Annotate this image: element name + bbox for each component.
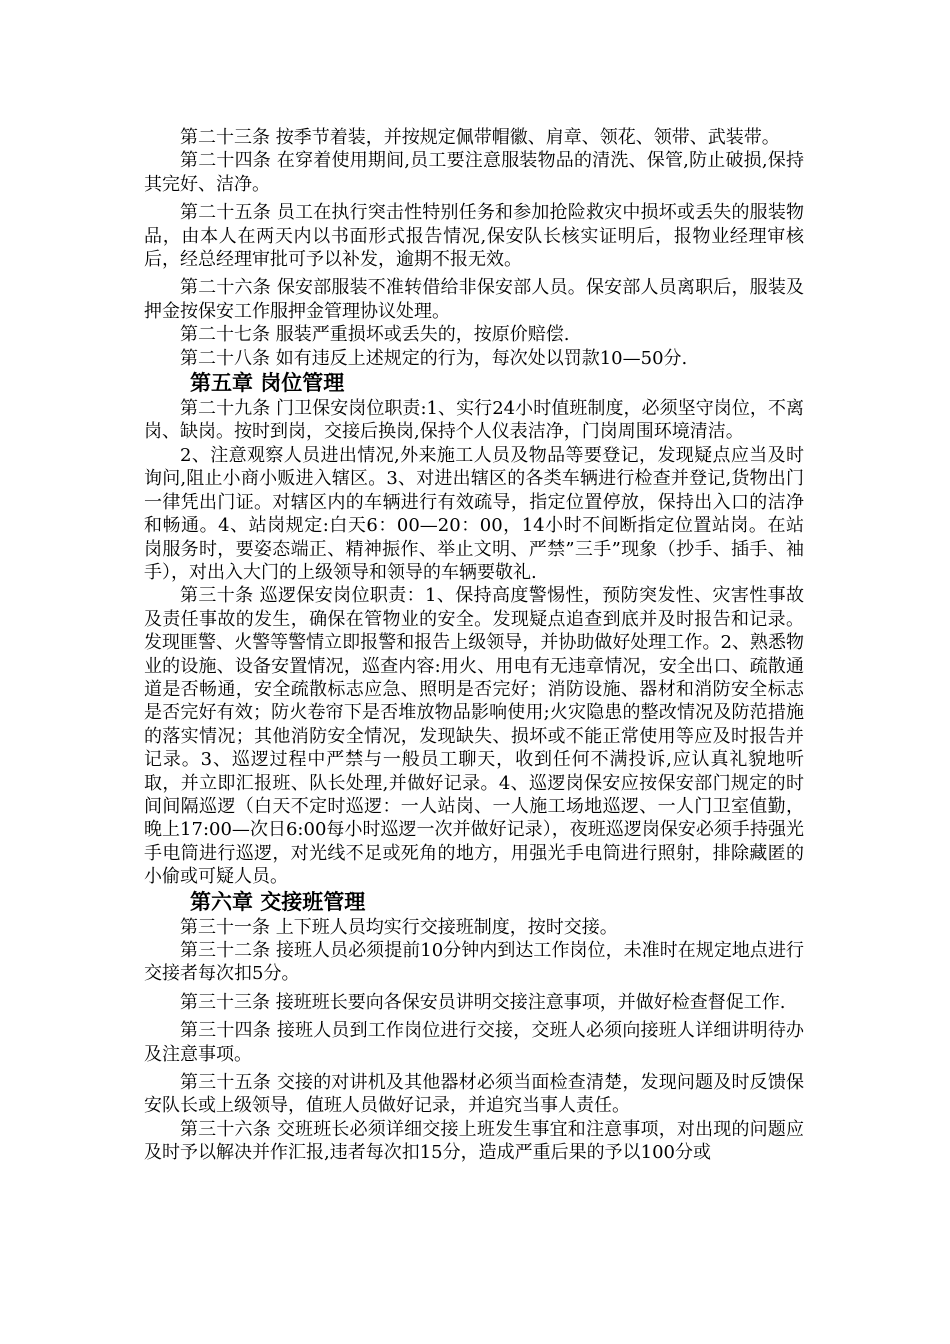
article-26: 第二十六条 保安部服装不准转借给非保安部人员。保安部人员离职后，服装及押金按保安工作服押金管理协议处理。 xyxy=(144,277,804,322)
article-29: 第二十九条 门卫保安岗位职责:1、实行24小时值班制度，必须坚守岗位，不离岗、缺岗。按时到岗，交接后换岗,保持个人仪表洁净，门岗周围环境清洁。 xyxy=(144,398,804,443)
article-28: 第二十八条 如有违反上述规定的行为，每次处以罚款10—50分. xyxy=(180,347,688,369)
article-34: 第三十四条 接班人员到工作岗位进行交接，交班人必须向接班人详细讲明待办及注意事项。 xyxy=(144,1020,804,1065)
article-24: 第二十四条 在穿着使用期间,员工要注意服装物品的清洗、保管,防止破损,保持其完好、洁净。 xyxy=(144,150,804,195)
article-31: 第三十一条 上下班人员均实行交接班制度，按时交接。 xyxy=(180,916,618,938)
article-35: 第三十五条 交接的对讲机及其他器材必须当面检查清楚，发现问题及时反馈保安队长或上级领导，值班人员做好记录，并追究当事人责任。 xyxy=(144,1072,804,1117)
article-36: 第三十六条 交班班长必须详细交接上班发生事宜和注意事项，对出现的问题应及时予以解决并作汇报,违者每次扣15分，造成严重后果的予以100分或 xyxy=(144,1118,804,1164)
chapter-6-heading: 第六章 交接班管理 xyxy=(190,889,366,914)
article-25: 第二十五条 员工在执行突击性特别任务和参加抢险救灾中损坏或丢失的服装物品，由本人在两天内以书面形式报告情况,保安队长核实证明后，报物业经理审核后，经总经理审批可予以补发，逾期不报无效。 xyxy=(144,202,804,271)
document-body xyxy=(144,126,804,1165)
article-27: 第二十七条 服装严重损坏或丢失的，按原价赔偿. xyxy=(180,324,570,346)
article-30: 第三十条 巡逻保安岗位职责：1、保持高度警惕性，预防突发性、灾害性事故及责任事故的发生，确保在管物业的安全。发现疑点追查到底并及时报告和记录。发现匪警、火警等警情立即报警和报告上级领导，并协助做好处理工作。2、熟悉物业的设施、设备安置情况，巡查内容:用火、用电有无违章情况，安全出口、疏散通道是否畅通，安全疏散标志应急、照明是否完好；消防设施、器材和消防安全标志是否完好有效；防火卷帘下是否堆放物品影响使用;火灾隐患的整改情况及防范措施的落实情况；其他消防安全情况，发现缺失、损坏或不能正常使用等应及时报告并记录。3、巡逻过程中严禁与一般员工聊天，收到任何不满投诉,应认真礼貌地听取，并立即汇报班、队长处理,并做好记录。4、巡逻岗保安应按保安部门规定的时间间隔巡逻（白天不定时巡逻：一人站岗、一人施工场地巡逻、一人门卫室值勤，晚上17:00—次日6:00每小时巡逻一次并做好记录），夜班巡逻岗保安必须手持强光手电筒进行巡逻，对光线不足或死角的地方，用强光手电筒进行照射，排除藏匿的小偷或可疑人员。 xyxy=(144,585,804,888)
chapter-5-heading: 第五章 岗位管理 xyxy=(190,371,345,396)
article-23: 第二十三条 按季节着装，并按规定佩带帽徽、肩章、领花、领带、武装带。 xyxy=(180,127,780,148)
article-32: 第三十二条 接班人员必须提前10分钟内到达工作岗位，未准时在规定地点进行交接者每次扣5分。 xyxy=(144,940,804,985)
article-33: 第三十三条 接班班长要向各保安员讲明交接注意事项，并做好检查督促工作. xyxy=(180,991,786,1013)
article-29-continued: 2、注意观察人员进出情况,外来施工人员及物品等要登记，发现疑点应当及时询问,阻止小商小贩进入辖区。3、对进出辖区的各类车辆进行检查并登记,货物出门一律凭出门证。对辖区内的车辆进行有效疏导，指定位置停放，保持出入口的洁净和畅通。4、站岗规定:白天6：00—20：00，14小时不间断指定位置站岗。在站岗服务时，要姿态端正、精神振作、举止文明、严禁”三手”现象（抄手、插手、袖手），对出入大门的上级领导和领导的车辆要敬礼. xyxy=(144,444,804,583)
